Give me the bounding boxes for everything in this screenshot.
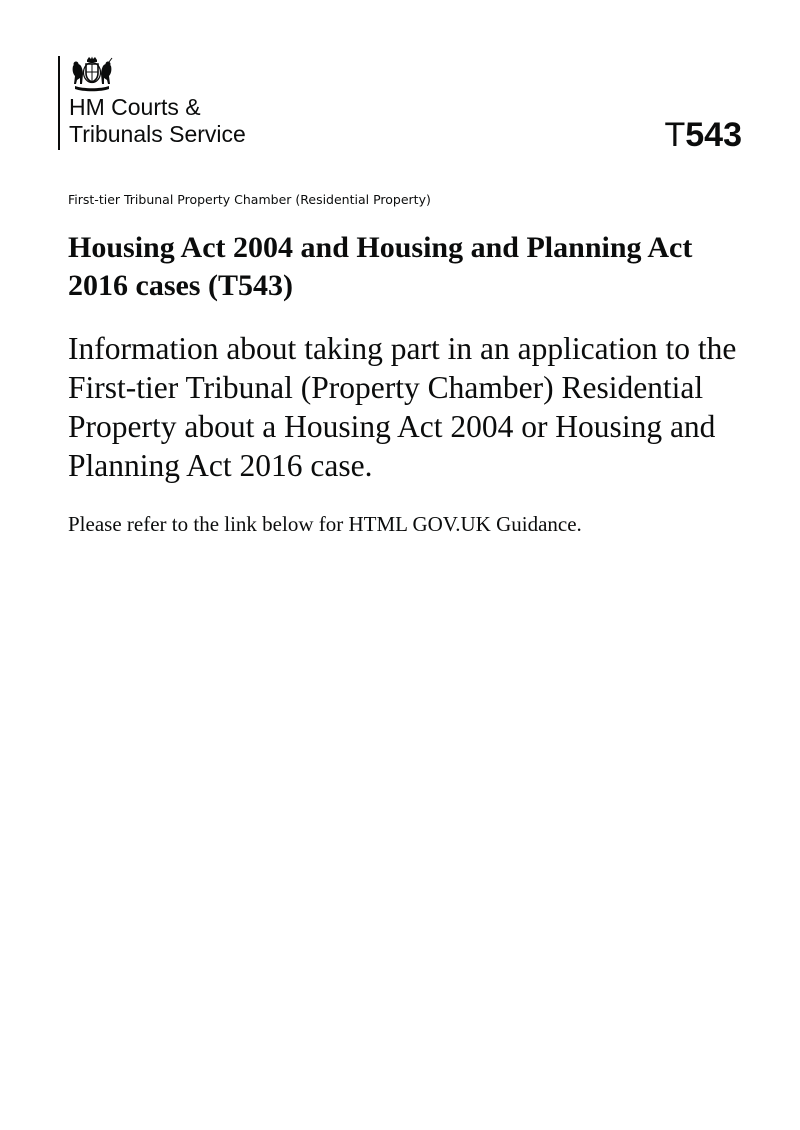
guidance-reference-note: Please refer to the link below for HTML GOV.UK Guidance. [68, 512, 582, 536]
document-intro: Information about taking part in an application to the First-tier Tribunal (Property Chamber) Residential Property about a Housing Act 2004 or Housing and Planning Act 2016 case. [68, 331, 737, 483]
document-title: Housing Act 2004 and Housing and Planning Act 2016 cases (T543) [68, 231, 693, 302]
chamber-name: First-tier Tribunal Property Chamber (Residential Property) [68, 192, 431, 207]
form-code [664, 116, 742, 154]
organisation-name-line-2: Tribunals Service [69, 121, 246, 147]
organisation-name-line-1: HM Courts & [69, 94, 201, 120]
royal-coat-of-arms-icon [69, 56, 115, 92]
hmcts-logo [58, 56, 246, 150]
form-code-number: 543 [685, 116, 742, 154]
organisation-name [69, 94, 246, 148]
form-code-prefix: T [664, 116, 686, 154]
